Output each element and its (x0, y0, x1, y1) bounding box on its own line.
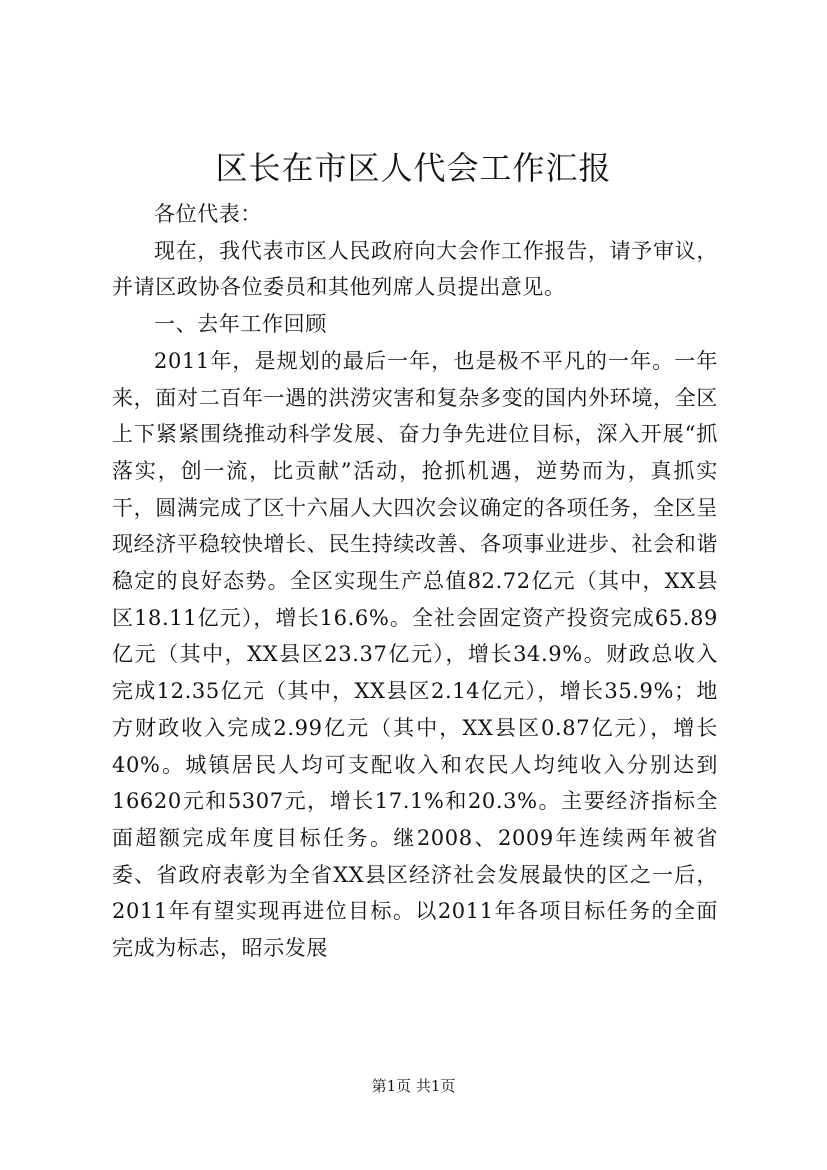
salutation-paragraph: 各位代表： (154, 202, 262, 226)
document-title: 区长在市区人代会工作汇报 (215, 149, 612, 187)
document-body (112, 196, 718, 967)
section-heading: 一、去年工作回顾 (154, 312, 327, 337)
review-paragraph: 2011年，是规划的最后一年，也是极不平凡的一年。一年来，面对二百年一遇的洪涝灾害和复杂多变的国内外环境，全区上下紧紧围绕推动科学发展、奋力争先进位目标，深入开展“抓落实，创一流，比贡献”活动，抢抓机遇，逆势而为，真抓实干，圆满完成了区十六届人大四次会议确定的各项任务，全区呈现经济平稳较快增长、民生持续改善、各项事业进步、社会和谐稳定的良好态势。全区实现生产总值82.72亿元（其中，XX县区18.11亿元），增长16.6%。全社会固定资产投资完成65.89亿元（其中，XX县区23.37亿元），增长34.9%。财政总收入完成12.35亿元（其中，XX县区2.14亿元），增长35.9%；地方财政收入完成2.99亿元（其中，XX县区0.87亿元），增长40%。城镇居民人均可支配收入和农民人均纯收入分别达到16620元和5307元，增长17.1%和20.3%。主要经济指标全面超额完成年度目标任务。继2008、2009年连续两年被省委、省政府表彰为全省XX县区经济社会发展最快的区之一后，2011年有望实现再进位目标。以2011年各项目标任务的全面完成为标志，昭示发展 (112, 348, 718, 961)
intro-paragraph: 现在，我代表市区人民政府向大会作工作报告，请予审议，并请区政协各位委员和其他列席人员提出意见。 (112, 238, 718, 300)
page-footer: 第1页 共1页 (371, 1077, 456, 1095)
